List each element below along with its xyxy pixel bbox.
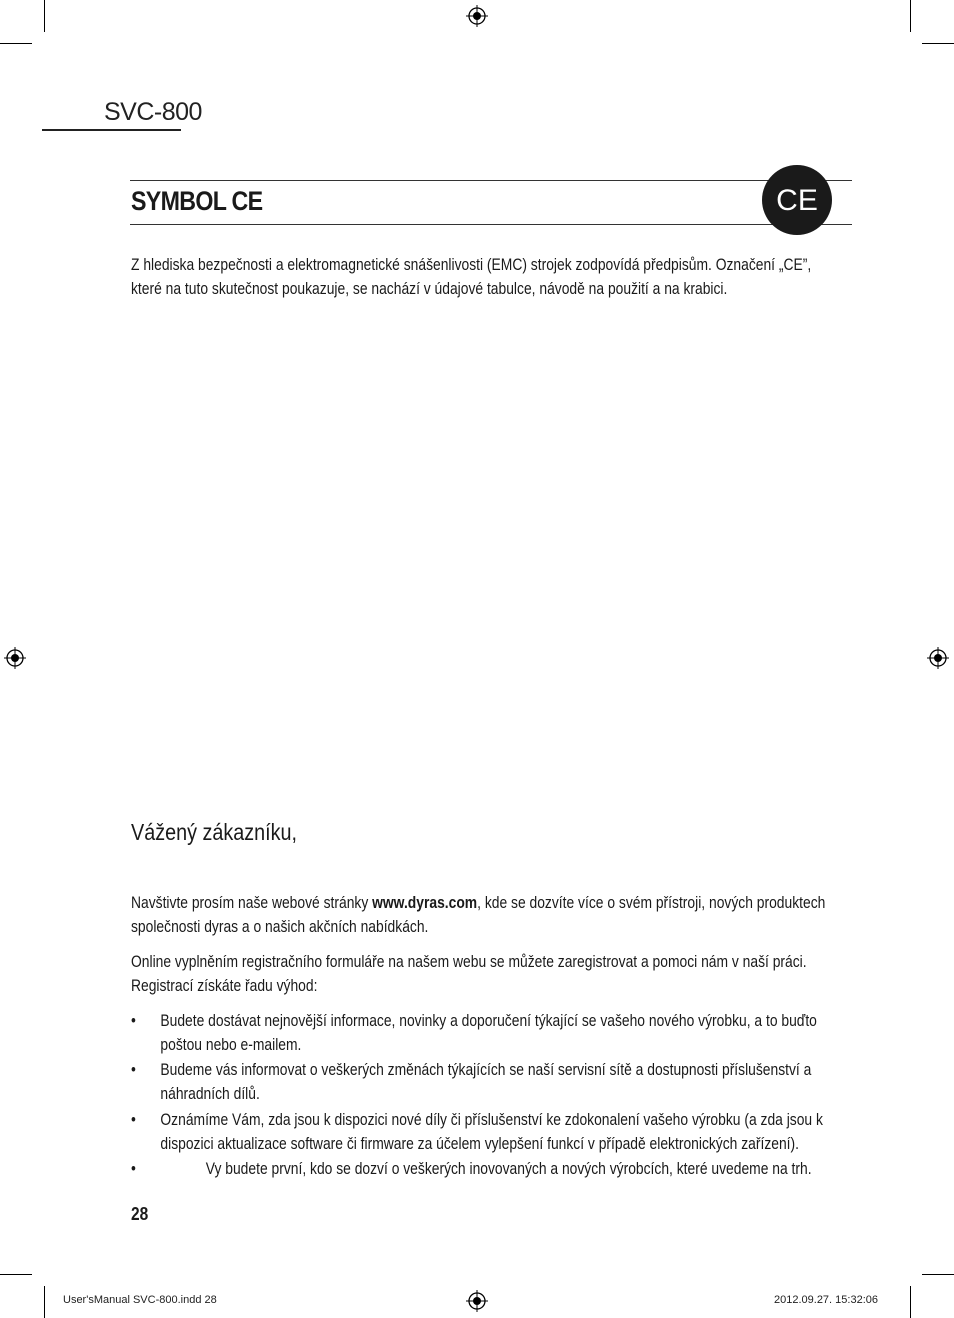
header-rule <box>42 129 181 131</box>
registration-mark-icon <box>927 647 949 669</box>
intro-paragraph <box>131 891 828 939</box>
list-item-line: náhradních dílů. <box>160 1085 260 1103</box>
crop-mark <box>910 1286 911 1318</box>
slug-timestamp: 2012.09.27. 15:32:06 <box>774 1294 878 1306</box>
slug-filename: User'sManual SVC-800.indd 28 <box>63 1294 217 1306</box>
list-item <box>131 1157 853 1181</box>
list-item <box>131 1009 853 1057</box>
crop-mark <box>0 1274 32 1275</box>
intro-paragraph-line <box>131 891 828 915</box>
section-rule-top <box>130 180 852 181</box>
registration-mark-icon <box>466 5 488 27</box>
list-item-line: poštou nebo e-mailem. <box>160 1036 302 1054</box>
intro-paragraph-line: společnosti dyras a o našich akčních nabídkách. <box>131 918 429 936</box>
crop-mark <box>910 0 911 32</box>
crop-mark <box>44 1286 45 1318</box>
list-item-line: Budeme vás informovat o veškerých změnách týkajících se naší servisní sítě a dostupnosti příslušenství a <box>160 1061 812 1079</box>
list-item <box>131 1058 853 1106</box>
registration-paragraph <box>131 950 828 998</box>
crop-mark <box>44 0 45 32</box>
crop-mark <box>922 1274 954 1275</box>
crop-mark <box>922 43 954 44</box>
registration-paragraph-line: Online vyplněním registračního formuláře na našem webu se můžete zaregistrovat a pomoci nám v naší práci. <box>131 953 807 971</box>
website-link[interactable]: www.dyras.com <box>372 894 478 912</box>
page-number: 28 <box>131 1204 149 1224</box>
intro-text: Navštivte prosím naše webové stránky <box>131 894 373 912</box>
list-item-line: Oznámíme Vám, zda jsou k dispozici nové díly či příslušenství ke zdokonalení vašeho výrobku (a zda jsou k <box>160 1111 823 1129</box>
bullet-icon: • <box>131 1111 136 1129</box>
bullet-icon: • <box>131 1012 136 1030</box>
ce-paragraph <box>131 253 828 301</box>
intro-text: , kde se dozvíte více o svém přístroji, nových produktech <box>477 894 826 912</box>
section-title: SYMBOL CE <box>131 186 263 216</box>
list-item <box>131 1108 853 1156</box>
registration-mark-icon <box>466 1290 488 1312</box>
greeting-heading: Vážený zákazníku, <box>131 819 298 845</box>
registration-mark-icon <box>4 647 26 669</box>
list-item-line: dispozici aktualizace software či firmware za účelem vylepšení funkcí v případě elektronických zařízení). <box>160 1135 799 1153</box>
ce-mark-icon <box>761 164 833 236</box>
bullet-icon: • <box>131 1160 136 1178</box>
list-item-line: Vy budete první, kdo se dozví o veškerých inovovaných a nových výrobcích, které uvedeme na trh. <box>205 1160 812 1178</box>
ce-mark-lettering: CE <box>776 184 818 217</box>
ce-paragraph-line: které na tuto skutečnost poukazuje, se nachází v údajové tabulce, návodě na použití a na krabici. <box>131 280 728 298</box>
section-rule-bottom <box>130 224 852 225</box>
registration-paragraph-line: Registrací získáte řadu výhod: <box>131 977 318 995</box>
model-name: SVC-800 <box>104 98 202 126</box>
list-item-line: Budete dostávat nejnovější informace, novinky a doporučení týkající se vašeho nového výrobku, a to buďto <box>160 1012 817 1030</box>
bullet-icon: • <box>131 1061 136 1079</box>
ce-paragraph-line: Z hlediska bezpečnosti a elektromagnetické snášenlivosti (EMC) strojek zodpovídá předpisům. Označení „CE”, <box>131 256 812 274</box>
crop-mark <box>0 43 32 44</box>
